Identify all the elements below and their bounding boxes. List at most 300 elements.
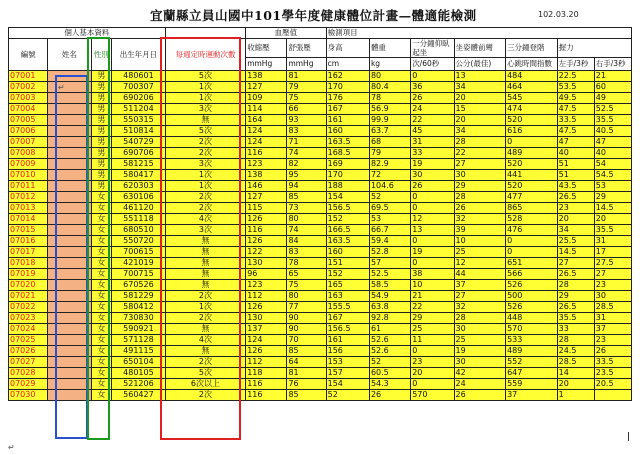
cell-ex: 1次: [165, 181, 245, 192]
unit-sbp: mmHg: [246, 58, 287, 71]
cell-sex: 女: [91, 269, 112, 280]
cell-id: 07020: [9, 280, 48, 291]
cell-birth: 650104: [112, 357, 166, 368]
cell-name: [48, 269, 91, 280]
cell-gl: 29: [557, 291, 594, 302]
cell-id: 07010: [9, 170, 48, 181]
cell-ex: 2次: [165, 390, 245, 401]
cell-ex: 1次: [165, 170, 245, 181]
cell-birth: 421019: [112, 258, 166, 269]
cell-gl: 47.5: [557, 104, 594, 115]
cell-name: [48, 324, 91, 335]
unit-dbp: mmHg: [287, 58, 326, 71]
cell-situp: 13: [411, 225, 454, 236]
cell-h: 167: [326, 313, 369, 324]
cell-sex: 女: [91, 225, 112, 236]
cell-h: 155.5: [326, 302, 369, 313]
cell-h: 163.5: [326, 137, 369, 148]
cell-run: 528: [506, 214, 558, 225]
cell-name: [48, 192, 91, 203]
cell-sex: 女: [91, 302, 112, 313]
cell-w: 57: [369, 258, 410, 269]
cell-sex: 女: [91, 346, 112, 357]
cell-gr: 23.5: [594, 368, 631, 379]
cell-gl: 26.5: [557, 302, 594, 313]
cell-w: 54.9: [369, 291, 410, 302]
cell-situp: 22: [411, 115, 454, 126]
cell-name: [48, 247, 91, 258]
cell-ex: 4次: [165, 335, 245, 346]
cell-birth: 540729: [112, 137, 166, 148]
cell-name: [48, 115, 91, 126]
cell-id: 07011: [9, 181, 48, 192]
cell-reach: 30: [454, 170, 506, 181]
cell-sbp: 127: [246, 82, 287, 93]
cell-sbp: 126: [246, 236, 287, 247]
cell-reach: 27: [454, 291, 506, 302]
cell-w: 52.6: [369, 335, 410, 346]
table-row: [9, 368, 632, 379]
cell-run: 566: [506, 269, 558, 280]
cell-h: 188: [326, 181, 369, 192]
cell-h: 168.5: [326, 148, 369, 159]
cell-reach: 30: [454, 324, 506, 335]
cell-w: 60.5: [369, 368, 410, 379]
cell-h: 156: [326, 346, 369, 357]
col-name: 姓名: [48, 39, 91, 71]
cell-h: 176: [326, 93, 369, 104]
cell-gr: 54: [594, 159, 631, 170]
col-dbp: 舒張壓: [287, 39, 326, 58]
cell-run: 570: [506, 324, 558, 335]
cell-birth: 551118: [112, 214, 166, 225]
group-personal: 個人基本資料: [9, 28, 166, 39]
table-row: [9, 71, 632, 82]
cell-ex: 2次: [165, 357, 245, 368]
cell-sex: 男: [91, 181, 112, 192]
cell-id: 07003: [9, 93, 48, 104]
col-situp: 一分鐘仰臥起坐: [411, 39, 454, 58]
cell-reach: 28: [454, 192, 506, 203]
cell-dbp: 82: [287, 159, 326, 170]
cell-gl: 47.5: [557, 126, 594, 137]
cell-gl: 33.5: [557, 115, 594, 126]
cell-id: 07006: [9, 126, 48, 137]
cell-name: [48, 390, 91, 401]
cell-sbp: 146: [246, 181, 287, 192]
cell-ex: 6次以上: [165, 379, 245, 390]
cell-name: [48, 313, 91, 324]
cell-gr: 60: [594, 82, 631, 93]
cell-ex: 無: [165, 324, 245, 335]
cell-ex: 5次: [165, 368, 245, 379]
cell-sex: 男: [91, 115, 112, 126]
cell-sbp: 112: [246, 291, 287, 302]
cell-situp: 30: [411, 170, 454, 181]
cell-h: 161: [326, 115, 369, 126]
cell-sbp: 124: [246, 137, 287, 148]
cell-gr: 30: [594, 291, 631, 302]
cell-gl: 53.5: [557, 82, 594, 93]
cell-sex: 女: [91, 192, 112, 203]
cell-w: 61: [369, 324, 410, 335]
cell-situp: 0: [411, 192, 454, 203]
cell-run: 500: [506, 291, 558, 302]
cell-sbp: 164: [246, 115, 287, 126]
cell-run: 526: [506, 302, 558, 313]
cell-situp: 0: [411, 379, 454, 390]
cell-gr: 35.5: [594, 115, 631, 126]
cell-ex: 無: [165, 247, 245, 258]
cell-name: [48, 225, 91, 236]
cell-id: 07017: [9, 247, 48, 258]
cell-id: 07016: [9, 236, 48, 247]
cell-dbp: 90: [287, 313, 326, 324]
cell-sbp: 114: [246, 104, 287, 115]
col-id: 編號: [9, 39, 48, 71]
cell-sbp: 130: [246, 258, 287, 269]
cell-gl: 28.5: [557, 357, 594, 368]
cell-ex: 無: [165, 115, 245, 126]
cell-sex: 女: [91, 203, 112, 214]
cell-reach: 19: [454, 346, 506, 357]
group-blood: 血壓值: [246, 28, 326, 39]
cell-run: 0: [506, 137, 558, 148]
col-birth: 出生年月日: [112, 39, 166, 71]
cell-birth: 480601: [112, 71, 166, 82]
cell-gr: 14.5: [594, 203, 631, 214]
table-row: [9, 170, 632, 181]
cell-sbp: 123: [246, 159, 287, 170]
cell-name: [48, 137, 91, 148]
cell-sex: 男: [91, 170, 112, 181]
cell-birth: 550315: [112, 115, 166, 126]
cell-h: 154: [326, 192, 369, 203]
cell-situp: 21: [411, 291, 454, 302]
table-row: [9, 203, 632, 214]
cell-gr: 35.5: [594, 225, 631, 236]
cell-birth: 700715: [112, 269, 166, 280]
cell-situp: 0: [411, 236, 454, 247]
cell-dbp: 80: [287, 214, 326, 225]
cell-sbp: 138: [246, 71, 287, 82]
cell-gl: 49.5: [557, 93, 594, 104]
cell-reach: 37: [454, 280, 506, 291]
col-sex: 性別: [91, 39, 112, 71]
cell-dbp: 83: [287, 126, 326, 137]
cell-id: 07028: [9, 368, 48, 379]
cell-gr: 40: [594, 148, 631, 159]
cell-sbp: 96: [246, 269, 287, 280]
cell-reach: 13: [454, 71, 506, 82]
cell-sbp: 116: [246, 225, 287, 236]
cell-gl: 26.5: [557, 269, 594, 280]
cell-dbp: 75: [287, 280, 326, 291]
cell-ex: 2次: [165, 192, 245, 203]
cell-gr: 31: [594, 313, 631, 324]
cell-gl: 51: [557, 159, 594, 170]
cell-w: 104.6: [369, 181, 410, 192]
cell-birth: 581229: [112, 291, 166, 302]
cell-situp: 0: [411, 203, 454, 214]
cell-id: 07009: [9, 159, 48, 170]
cell-gr: 31: [594, 236, 631, 247]
table-row: [9, 390, 632, 401]
cell-sbp: 116: [246, 379, 287, 390]
cell-gl: 22.5: [557, 71, 594, 82]
cell-run: 476: [506, 225, 558, 236]
cell-situp: 20: [411, 368, 454, 379]
cell-dbp: 78: [287, 258, 326, 269]
cell-id: 07013: [9, 203, 48, 214]
cell-situp: 19: [411, 247, 454, 258]
cell-name: [48, 214, 91, 225]
cell-w: 68: [369, 137, 410, 148]
cell-reach: 25: [454, 335, 506, 346]
cell-gr: 54.5: [594, 170, 631, 181]
cell-name: [48, 302, 91, 313]
return-mark-bottom: ↵: [8, 443, 15, 452]
cell-w: 66.7: [369, 225, 410, 236]
cell-situp: 11: [411, 335, 454, 346]
cell-gl: 34: [557, 225, 594, 236]
table-row: [9, 148, 632, 159]
table-row: [9, 93, 632, 104]
cell-id: 07029: [9, 379, 48, 390]
table-body: [9, 71, 632, 401]
cell-h: 170: [326, 82, 369, 93]
cell-sbp: 123: [246, 280, 287, 291]
cell-sbp: 138: [246, 170, 287, 181]
cell-gr: [594, 390, 631, 401]
cell-ex: 1次: [165, 302, 245, 313]
cell-sbp: 126: [246, 214, 287, 225]
cell-name: [48, 368, 91, 379]
cell-dbp: 74: [287, 225, 326, 236]
cell-dbp: 74: [287, 148, 326, 159]
table-row: [9, 302, 632, 313]
cell-birth: 670526: [112, 280, 166, 291]
cell-w: 56.9: [369, 104, 410, 115]
cell-sbp: 127: [246, 192, 287, 203]
cell-id: 07022: [9, 302, 48, 313]
cell-birth: 630106: [112, 192, 166, 203]
cell-ex: 2次: [165, 203, 245, 214]
cell-name: [48, 346, 91, 357]
cell-run: 559: [506, 379, 558, 390]
cell-id: 07015: [9, 225, 48, 236]
cell-gr: 37: [594, 324, 631, 335]
cell-name: [48, 71, 91, 82]
cell-run: 526: [506, 280, 558, 291]
unit-run: 心跳時間指數: [506, 58, 558, 71]
cell-run: 37: [506, 390, 558, 401]
cell-dbp: 84: [287, 236, 326, 247]
cell-gr: 26: [594, 346, 631, 357]
cell-gr: 21: [594, 71, 631, 82]
cell-situp: 19: [411, 159, 454, 170]
cell-sex: 男: [91, 104, 112, 115]
cell-name: [48, 258, 91, 269]
cell-dbp: 94: [287, 181, 326, 192]
cell-sbp: 115: [246, 203, 287, 214]
cell-gr: 27.5: [594, 258, 631, 269]
cell-birth: 700615: [112, 247, 166, 258]
cell-gl: 1: [557, 390, 594, 401]
cell-ex: 5次: [165, 126, 245, 137]
cell-reach: 28: [454, 137, 506, 148]
cell-sex: 男: [91, 126, 112, 137]
cell-dbp: 81: [287, 368, 326, 379]
cell-birth: 560427: [112, 390, 166, 401]
cell-w: 92.8: [369, 313, 410, 324]
cell-gr: 28.5: [594, 302, 631, 313]
cell-situp: 570: [411, 390, 454, 401]
cell-id: 07008: [9, 148, 48, 159]
cell-reach: 15: [454, 104, 506, 115]
cell-gl: 24.5: [557, 346, 594, 357]
cell-name: [48, 335, 91, 346]
col-height: 身高: [326, 39, 369, 58]
unit-grip-left: 左手/3秒: [557, 58, 594, 71]
cell-sex: 男: [91, 148, 112, 159]
cell-sex: 女: [91, 280, 112, 291]
cell-name: [48, 82, 91, 93]
cell-situp: 36: [411, 82, 454, 93]
fitness-table: [8, 27, 632, 401]
cell-run: 533: [506, 335, 558, 346]
cell-run: 865: [506, 203, 558, 214]
cell-situp: 29: [411, 313, 454, 324]
cell-w: 80.4: [369, 82, 410, 93]
cell-sbp: 137: [246, 324, 287, 335]
cell-reach: 32: [454, 214, 506, 225]
cell-reach: 20: [454, 115, 506, 126]
cell-sex: 男: [91, 137, 112, 148]
cell-h: 169: [326, 159, 369, 170]
cell-run: 489: [506, 148, 558, 159]
cell-run: 520: [506, 181, 558, 192]
cell-gr: 23: [594, 280, 631, 291]
cell-ex: 2次: [165, 148, 245, 159]
cell-ex: 5次: [165, 71, 245, 82]
table-row: [9, 225, 632, 236]
cell-h: 151: [326, 258, 369, 269]
cell-h: 52: [326, 390, 369, 401]
cell-reach: 12: [454, 258, 506, 269]
cell-reach: 20: [454, 93, 506, 104]
cell-w: 99.9: [369, 115, 410, 126]
cell-ex: 無: [165, 280, 245, 291]
cell-gl: 40: [557, 148, 594, 159]
cell-birth: 510814: [112, 126, 166, 137]
cell-id: 07027: [9, 357, 48, 368]
cell-run: 489: [506, 346, 558, 357]
cell-dbp: 83: [287, 247, 326, 258]
cell-gr: 33.5: [594, 357, 631, 368]
table-row: [9, 346, 632, 357]
cell-birth: 580417: [112, 170, 166, 181]
cell-situp: 24: [411, 104, 454, 115]
cell-birth: 461120: [112, 203, 166, 214]
col-weight: 體重: [369, 39, 410, 58]
cell-h: 162: [326, 71, 369, 82]
cell-sbp: 126: [246, 346, 287, 357]
cell-run: 464: [506, 82, 558, 93]
cell-h: 163.5: [326, 236, 369, 247]
cell-sbp: 118: [246, 368, 287, 379]
cell-reach: 30: [454, 357, 506, 368]
cell-h: 160: [326, 247, 369, 258]
cell-name: [48, 181, 91, 192]
header-column-row: [9, 39, 632, 58]
table-row: [9, 357, 632, 368]
cell-gr: 47: [594, 137, 631, 148]
test-date: 102.03.20: [538, 10, 579, 19]
cell-gl: 27: [557, 258, 594, 269]
cell-reach: 29: [454, 181, 506, 192]
cell-gl: 20: [557, 379, 594, 390]
cell-w: 58.5: [369, 280, 410, 291]
cell-sbp: 116: [246, 148, 287, 159]
cell-run: 647: [506, 368, 558, 379]
cell-h: 152: [326, 269, 369, 280]
unit-situp: 次/60秒: [411, 58, 454, 71]
cell-name: [48, 357, 91, 368]
cell-reach: 32: [454, 302, 506, 313]
cell-name: [48, 379, 91, 390]
cell-sex: 女: [91, 291, 112, 302]
cell-situp: 10: [411, 280, 454, 291]
cell-name: [48, 170, 91, 181]
cell-run: 474: [506, 104, 558, 115]
cell-w: 54.3: [369, 379, 410, 390]
cell-w: 78: [369, 93, 410, 104]
cell-reach: 34: [454, 126, 506, 137]
cell-gr: 52.5: [594, 104, 631, 115]
cell-situp: 0: [411, 71, 454, 82]
cell-birth: 491115: [112, 346, 166, 357]
cell-h: 166.5: [326, 225, 369, 236]
cell-id: 07014: [9, 214, 48, 225]
cell-reach: 22: [454, 148, 506, 159]
cell-sbp: 124: [246, 335, 287, 346]
cell-sex: 女: [91, 313, 112, 324]
return-mark-cell: ↵: [58, 83, 65, 92]
cell-ex: 3次: [165, 225, 245, 236]
unit-height: cm: [326, 58, 369, 71]
cell-situp: 25: [411, 324, 454, 335]
group-test: 檢測項目: [326, 28, 631, 39]
cell-h: 156.5: [326, 203, 369, 214]
cell-dbp: 81: [287, 71, 326, 82]
cell-situp: 33: [411, 148, 454, 159]
cell-name: [48, 159, 91, 170]
col-exercise: 每週定時運動次數: [165, 39, 245, 71]
cell-dbp: 90: [287, 324, 326, 335]
cell-gl: 28: [557, 280, 594, 291]
cell-run: 520: [506, 115, 558, 126]
cell-sex: 男: [91, 82, 112, 93]
cell-run: 441: [506, 170, 558, 181]
table-row: [9, 126, 632, 137]
cell-sex: 女: [91, 335, 112, 346]
cell-name: [48, 291, 91, 302]
cell-situp: 0: [411, 346, 454, 357]
table-row: [9, 104, 632, 115]
cell-id: 07001: [9, 71, 48, 82]
cell-id: 07004: [9, 104, 48, 115]
